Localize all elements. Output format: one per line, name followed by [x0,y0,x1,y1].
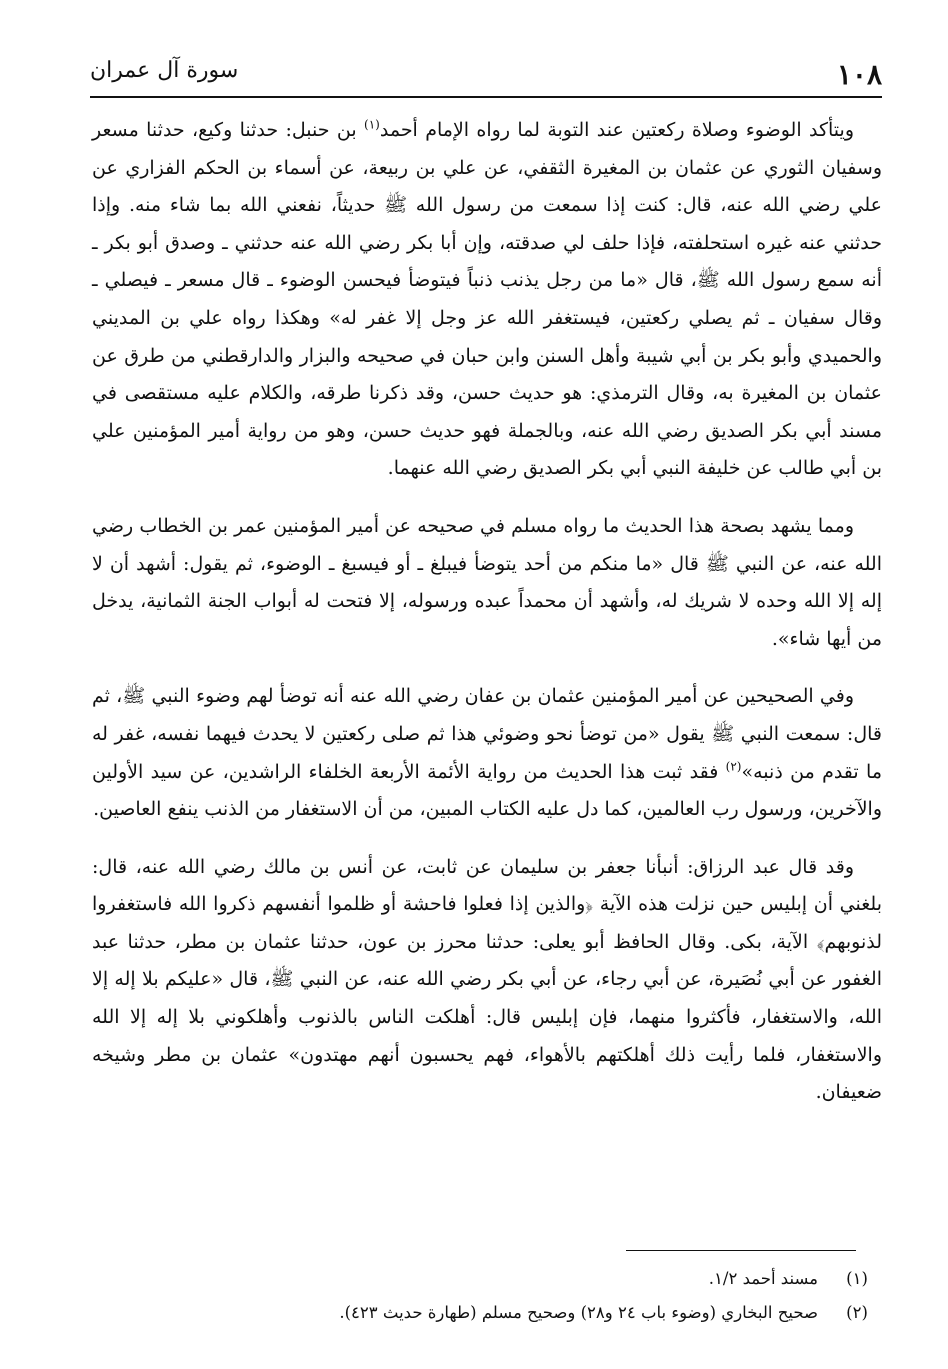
footnote-marker-1: (١) [364,117,380,132]
main-text [92,112,882,1132]
paragraph-text: فقد ثبت هذا الحديث من رواية الأئمة الأربعة الخلفاء الراشدين، عن سيد الأولين والآخرين، ورسول رب العالمين، كما دل عليه الكتاب المبين، من أن الاستغفار من الذنب ينفع العاصين. [92,760,882,821]
footnote-2 [92,1296,882,1330]
footnote-number: (١) [846,1269,868,1288]
paragraph-4 [92,849,882,1112]
paragraph-text: ويتأكد الوضوء وصلاة ركعتين عند التوبة لما رواه الإمام أحمد [379,119,855,141]
footnote-text: صحيح البخاري (وضوء باب ٢٤ و٢٨) وصحيح مسلم (طهارة حديث ٤٢٣). [339,1303,818,1322]
footnote-text: مسند أحمد ١/٢. [708,1269,818,1288]
paragraph-text: وقد قال عبد الرزاق: أنبأنا جعفر بن سليمان عن ثابت، عن أنس بن مالك رضي الله عنه، قال: بلغني أن إبليس حين نزلت هذه الآية ﴿والذين إذا فعلوا فاحشة أو ظلموا أنفسهم ذكروا الله فاستغفروا لذنوبهم﴾ الآية، بكى. وقال الحافظ أبو يعلى: حدثنا محرز بن عون، حدثنا عثمان بن مطر، حدثنا عبد الغفور عن أبي نُصَيرة، عن أبي رجاء، عن أبي بكر رضي الله عنه، عن النبي ﷺ، قال «عليكم بلا إله إلا الله، والاستغفار، فأكثروا منهما، فإن إبليس قال: أهلكت الناس بالذنوب وأهلكوني بلا إله إلا الله والاستغفار، فلما رأيت ذلك أهلكتهم بالأهواء، فهم يحسبون أنهم مهتدون» عثمان بن مطر وشيخه ضعيفان. [92,855,882,1104]
running-title: سورة آل عمران [90,58,239,83]
paragraph-text: وفي الصحيحين عن أمير المؤمنين عثمان بن عفان رضي الله عنه أنه توضأ لهم وضوء النبي ﷺ، ثم قال: سمعت النبي ﷺ يقول «من توضأ نحو وضوئي هذا ثم صلى ركعتين لا يحدث فيهما نفسه، غفر له ما تقدم من ذنبه» [92,685,883,783]
footnote-marker-2: (٢) [725,759,742,774]
footnote-1 [92,1262,882,1296]
footnote-number: (٢) [846,1303,868,1322]
paragraph-2 [92,508,882,658]
paragraph-text: ومما يشهد بصحة هذا الحديث ما رواه مسلم في صحيحه عن أمير المؤمنين عمر بن الخطاب رضي الله عنه، عن النبي ﷺ قال «ما منكم من أحد يتوضأ فيبلغ ـ أو فيسبغ ـ الوضوء، ثم يقول: أشهد أن لا إله إلا الله وحده لا شريك له، وأشهد أن محمداً عبده ورسوله، إلا فتحت له أبواب الجنة الثمانية، يدخل من أيها شاء». [92,514,883,650]
page-number: ١٠٨ [836,58,882,91]
paragraph-3 [92,678,882,828]
page-header [90,52,882,98]
paragraph-text: بن حنبل: حدثنا وكيع، حدثنا مسعر وسفيان الثوري عن عثمان بن المغيرة الثقفي، عن علي بن ربيعة، عن أسماء بن الحكم الفزاري عن علي رضي الله عنه، قال: كنت إذا سمعت من رسول الله ﷺ حديثاً، نفعني الله بما شاء منه. وإذا حدثني عنه غيره استحلفته، فإذا حلف لي صدقته، وإن أبا بكر رضي الله عنه حدثني ـ وصدق أبو بكر ـ أنه سمع رسول الله ﷺ، قال «ما من رجل يذنب ذنباً فيتوضأ فيحسن الوضوء ـ قال مسعر ـ فيصلي ـ وقال سفيان ـ ثم يصلي ركعتين، فيستغفر الله عز وجل إلا غفر له» وهكذا رواه علي بن المديني والحميدي وأبو بكر بن أبي شيبة وأهل السنن وابن حبان في صحيحه والبزار والدارقطني من طرق عن عثمان بن المغيرة به، وقال الترمذي: هو حديث حسن، وقد ذكرنا طرقه، والكلام عليه مستقصى في مسند أبي بكر الصديق رضي الله عنه، وبالجملة فهو حديث حسن، وهو من رواية أمير المؤمنين علي بن أبي طالب عن خليفة النبي أبي بكر الصديق رضي الله عنهما. [92,119,882,480]
footnotes [92,1262,882,1330]
paragraph-1 [92,112,882,488]
footnote-divider [626,1250,856,1251]
